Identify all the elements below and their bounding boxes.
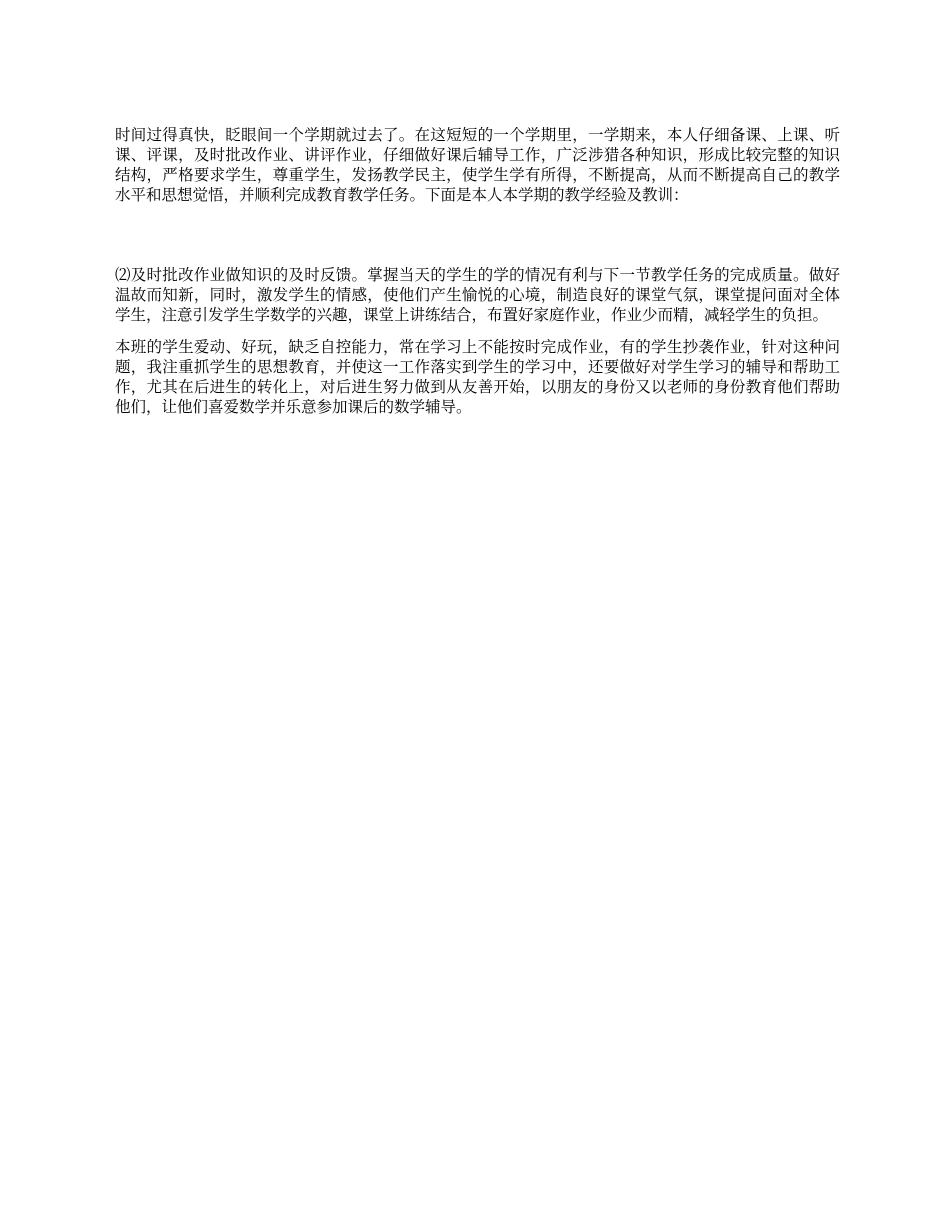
- paragraph-student-guidance: 本班的学生爱动、好玩，缺乏自控能力，常在学习上不能按时完成作业，有的学生抄袭作业，针对这种问题，我注重抓学生的思想教育，并使这一工作落实到学生的学习中，还要做好对学生学习的辅导和帮助工作，尤其在后进生的转化上，对后进生努力做到从友善开始，以朋友的身份又以老师的身份教育他们帮助他们，让他们喜爱数学并乐意参加课后的数学辅导。: [115, 338, 840, 416]
- document-body: [115, 125, 840, 417]
- paragraph-homework-feedback: ⑵及时批改作业做知识的及时反馈。掌握当天的学生的学的情况有利与下一节教学任务的完成质量。做好温故而知新，同时，激发学生的情感，使他们产生愉悦的心境，制造良好的课堂气氛，课堂提问面对全体学生，注意引发学生学数学的兴趣，课堂上讲练结合，布置好家庭作业，作业少而精，减轻学生的负担。: [115, 266, 840, 324]
- paragraph-intro: 时间过得真快，眨眼间一个学期就过去了。在这短短的一个学期里，一学期来，本人仔细备课、上课、听课、评课，及时批改作业、讲评作业，仔细做好课后辅导工作，广泛涉猎各种知识，形成比较完整的知识结构，严格要求学生，尊重学生，发扬教学民主，使学生学有所得，不断提高，从而不断提高自己的教学水平和思想觉悟，并顺利完成教育教学任务。下面是本人本学期的教学经验及教训：: [115, 126, 840, 204]
